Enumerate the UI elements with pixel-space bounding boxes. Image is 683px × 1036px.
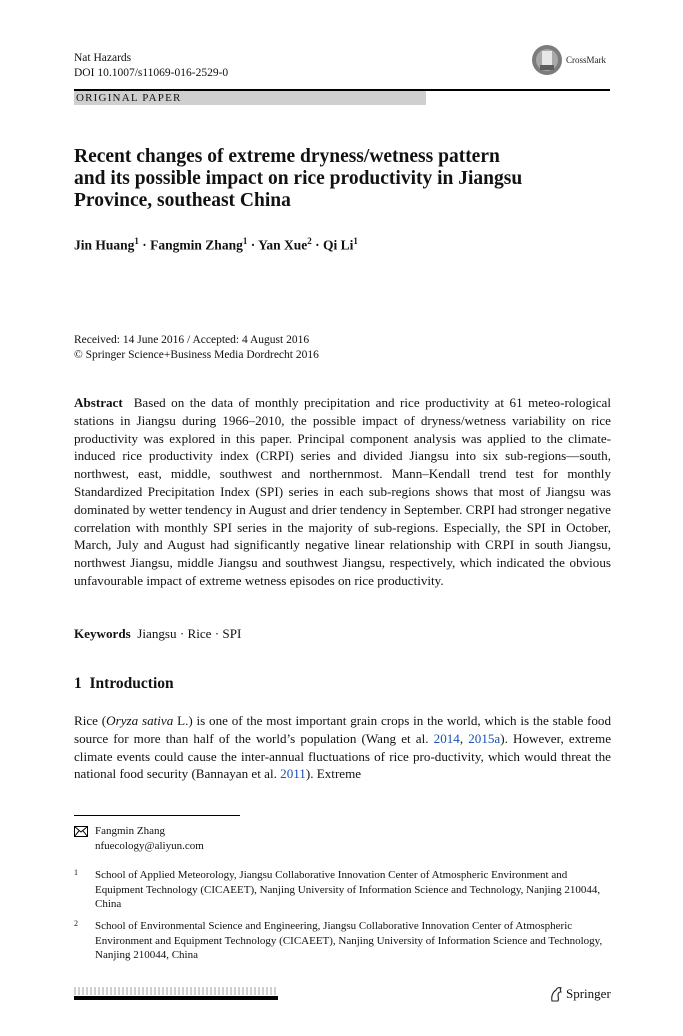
keyword: Jiangsu [137,626,177,641]
affiliation-text: School of Applied Meteorology, Jiangsu Collaborative Innovation Center of Atmospheric Environment and Equipment Technology (CICAEET), Nanjing University of Information Science and Technology, Nanjing 210044, China [95,869,601,910]
intro-text: ). However, extreme climate events could cause the inter-annual fluctuations of rice pro-ductivity, which would threat the national food security (Bannayan et al. [74,730,612,782]
journal-header [74,51,228,81]
section-heading [74,675,174,693]
springer-horse-icon [549,986,563,1002]
crossmark-icon [531,44,563,76]
publisher-name: Springer [566,986,611,1001]
title-line: Province, southeast China [74,190,291,211]
footnote-rule [74,815,240,816]
author-name[interactable]: Yan Xue [258,237,308,253]
section-title: Introduction [89,675,174,692]
title-line: and its possible impact on rice productivity in Jiangsu [74,168,523,189]
affiliation-1 [74,868,611,912]
author-name[interactable]: Jin Huang [74,237,135,253]
article-title [74,146,614,212]
author-list: Jin Huang$^1$ · Fangmin Zhang$^1$ · Yan Xue$^2$ · Qi Li$^1$ [74,236,358,253]
footer-bar [74,996,278,1000]
keyword: Rice [187,626,212,641]
affiliation-number: 2 [74,919,78,928]
copyright: © Springer Science+Business Media Dordrecht 2016 [74,349,319,361]
keywords: Keywords Jiangsu · Rice · SPI [74,626,242,641]
abstract-label: Abstract [74,395,123,410]
intro-text: ). Extreme [305,766,362,782]
crossmark-badge[interactable] [531,44,606,76]
affiliation-marker: 1 [353,236,358,246]
citation-link[interactable]: 2015a [468,730,501,746]
affiliation-marker: 2 [307,236,312,246]
publication-dates [74,333,319,363]
author-name[interactable]: Qi Li [323,237,354,253]
received-accepted: Received: 14 June 2016 / Accepted: 4 August 2016 [74,334,310,346]
abstract [74,394,611,590]
keywords-label: Keywords [74,626,131,641]
affiliation-marker: 1 [134,236,139,246]
journal-name: Nat Hazards [74,52,132,64]
springer-logo [549,986,611,1002]
species-name: Oryza sativa [106,713,174,728]
affiliation-2 [74,919,611,963]
footer-decoration [74,987,278,995]
citation-link[interactable]: 2014 [433,730,460,746]
keyword: SPI [222,626,242,641]
envelope-icon [74,826,88,837]
intro-paragraph [74,712,611,783]
abstract-text: Based on the data of monthly precipitation and rice productivity at 61 meteo-rological stations in Jiangsu during 1966–2010, the possible impact of dryness/wetness variability on rice productivity was explored in this paper. Principal component analysis was applied to the climate-induced rice productivity index (CRPI) series and divided Jiangsu into six sub-regions—south, northwest, east, middle, southwest and northernmost. Mann–Kendall trend test for monthly Standardized Precipitation Index (SPI) series in each sub-regions shows that most of Jiangsu was dominated by wetter tendency in August and drier tendency in September. CRPI had stronger negative correlation with monthly SPI series in the majority of sub-regions. Especially, the SPI in October, March, July and August had significantly negative linear relationship with CRPI in south Jiangsu, northwest Jiangsu, middle Jiangsu and southwest Jiangsu, respectively, which indicated the obvious unfavourable impact of extreme wetness episodes on rice productivity. [74,395,611,588]
section-number: 1 [74,675,82,692]
affiliation-marker: 1 [242,236,248,246]
intro-text: , [459,730,469,746]
doi[interactable]: DOI 10.1007/s11069-016-2529-0 [74,67,229,79]
affiliation-text: School of Environmental Science and Engineering, Jiangsu Collaborative Innovation Center of Atmospheric Environment and Equipment Technology (CICAEET), Nanjing University of Information Science and Technology, Nanjing 210044, China [95,920,603,961]
intro-text: Rice ( [74,713,107,728]
contact-email[interactable]: nfuecology@aliyun.com [95,839,204,852]
citation-link[interactable]: 2011 [280,766,306,782]
intro-text: L.) is one of the most important grain crops in the world, which is the stable food source for more than half of the world’s population (Wang et al. [74,713,611,746]
author-name[interactable]: Fangmin Zhang [150,237,243,253]
contact-name: Fangmin Zhang [95,825,165,837]
crossmark-label: CrossMark [566,55,606,65]
title-line: Recent changes of extreme dryness/wetness pattern [74,146,500,167]
article-type-banner: ORIGINAL PAPER [74,91,426,105]
affiliation-number: 1 [74,868,78,877]
